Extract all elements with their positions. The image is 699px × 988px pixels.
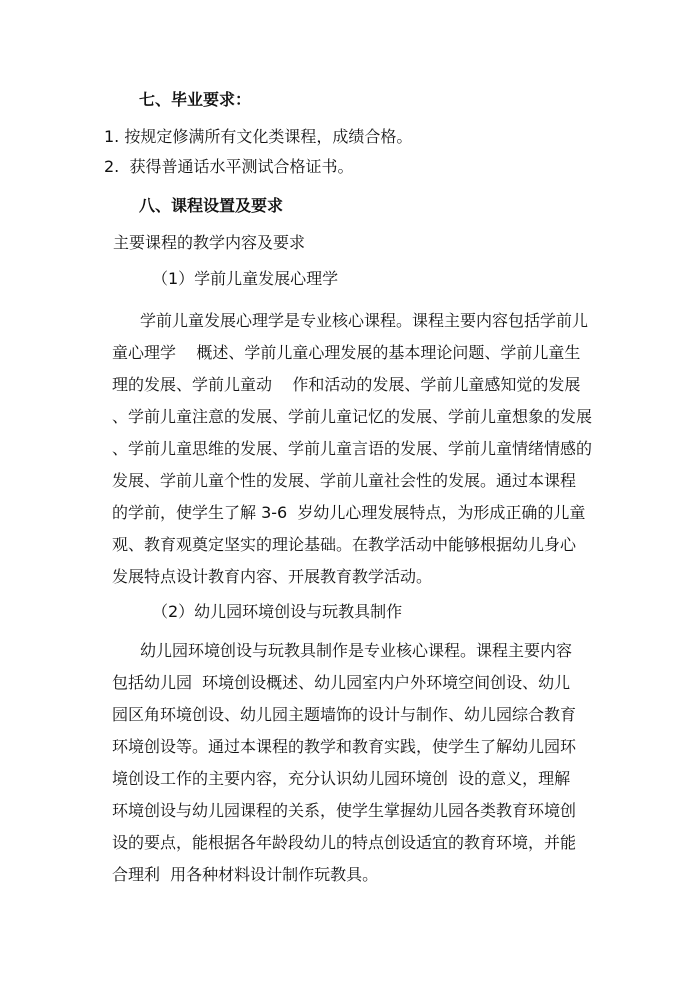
course-1-line: 学前儿童发展心理学是专业核心课程。课程主要内容包括学前儿 <box>140 311 589 330</box>
course-1-title: （1）学前儿童发展心理学 <box>152 269 339 288</box>
course-1-line: 发展特点设计教育内容、开展教育教学活动。 <box>112 567 433 586</box>
course-1-line: 、学前儿童注意的发展、学前儿童记忆的发展、学前儿童想象的发展 <box>112 407 593 426</box>
section-8-intro: 主要课程的教学内容及要求 <box>113 233 306 252</box>
course-2-line: 幼儿园环境创设与玩教具制作是专业核心课程。课程主要内容 <box>140 641 573 660</box>
requirement-item-2: 2. 获得普通话水平测试合格证书。 <box>104 157 354 176</box>
course-2-line: 包括幼儿园 环境创设概述、幼儿园室内户外环境空间创设、幼儿 <box>112 673 571 692</box>
course-1-line: 观、教育观奠定坚实的理论基础。在教学活动中能够根据幼儿身心 <box>112 535 577 554</box>
course-2-line: 环境创设与幼儿园课程的关系，使学生掌握幼儿园各类教育环境创 <box>112 801 577 820</box>
course-2-line: 境创设工作的主要内容，充分认识幼儿园环境创 设的意义，理解 <box>112 769 571 788</box>
section-7-heading: 七、毕业要求： <box>139 90 252 109</box>
course-2-line: 合理利 用各种材料设计制作玩教具。 <box>112 865 379 884</box>
course-2-line: 设的要点，能根据各年龄段幼儿的特点创设适宜的教育环境，并能 <box>112 833 577 852</box>
requirement-item-1: 1. 按规定修满所有文化类课程，成绩合格。 <box>104 127 413 146</box>
course-1-line: 发展、学前儿童个性的发展、学前儿童社会性的发展。通过本课程 <box>112 471 577 490</box>
course-2-line: 园区角环境创设、幼儿园主题墙饰的设计与制作、幼儿园综合教育 <box>112 705 577 724</box>
course-2-line: 环境创设等。通过本课程的教学和教育实践，使学生了解幼儿园环 <box>112 737 577 756</box>
course-1-line: 、学前儿童思维的发展、学前儿童言语的发展、学前儿童情绪情感的 <box>112 439 593 458</box>
course-1-line: 的学前，使学生了解 3-6 岁幼儿心理发展特点，为形成正确的儿童 <box>112 503 586 522</box>
course-1-line: 童心理学 概述、学前儿童心理发展的基本理论问题、学前儿童生 <box>112 343 581 362</box>
section-8-heading: 八、课程设置及要求 <box>139 196 284 215</box>
course-2-title: （2）幼儿园环境创设与玩教具制作 <box>152 602 403 621</box>
course-1-line: 理的发展、学前儿童动 作和活动的发展、学前儿童感知觉的发展 <box>112 375 581 394</box>
